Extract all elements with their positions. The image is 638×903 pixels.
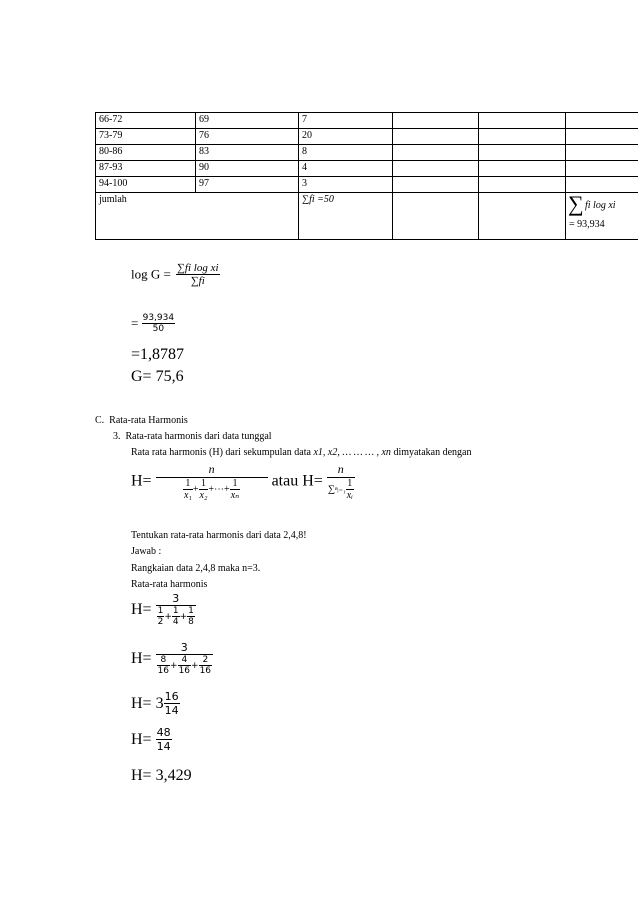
answer-line2: Rata-rata harmonis (131, 579, 208, 590)
table-cell (479, 193, 566, 240)
step2-num: 3 (156, 641, 213, 655)
table-cell (479, 113, 566, 129)
intro-start: Rata rata harmonis (H) dari sekumpulan data (131, 447, 314, 458)
table-cell (393, 193, 479, 240)
table-cell: 73-79 (96, 129, 196, 145)
step3-den: 14 (164, 704, 179, 717)
formula1-num: n (156, 462, 268, 478)
step4-den: 14 (156, 740, 171, 753)
table-cell: 80-86 (96, 145, 196, 161)
formula2-den: ∑ⁿᵢ₌₁ $\frac{1}{\text{xᵢ}}$ (327, 478, 353, 501)
table-cell: 20 (299, 129, 393, 145)
section-intro (131, 446, 471, 459)
table-cell (393, 129, 479, 145)
log-calc-fraction-line (131, 313, 175, 334)
sum-flog-value: = 93,934 (569, 219, 605, 230)
step3-fraction (164, 690, 180, 717)
question-text: Tentukan rata-rata harmonis dari data 2,4,8! (131, 530, 307, 541)
step2-h: H= (131, 649, 152, 667)
intro-end: dimyatakan dengan (390, 447, 472, 458)
table-cell (479, 129, 566, 145)
formula-lhs: H= (131, 472, 152, 490)
log-formula (131, 262, 220, 287)
table-cell: 69 (196, 113, 299, 129)
step4-num: 48 (156, 726, 171, 739)
log-calc-line2: =1,8787 (131, 346, 185, 363)
table-cell: 97 (196, 177, 299, 193)
table-total-row (96, 193, 638, 240)
log-formula-fraction (176, 262, 219, 287)
formula2-num: n (327, 462, 355, 478)
table-cell: 83 (196, 145, 299, 161)
step-1 (131, 592, 196, 627)
step2-fraction (156, 641, 213, 676)
sum-flog-label: fi log xi (585, 200, 616, 211)
formula-or: atau H= (271, 472, 323, 490)
table-cell (566, 145, 638, 161)
intro-vars: x1, x2, … … … , xn (313, 447, 391, 458)
table-cell: 90 (196, 161, 299, 177)
sum-f: ∑fi =50 (302, 194, 334, 205)
log-formula-denominator: ∑fi (190, 275, 205, 287)
table-cell: 7 (299, 113, 393, 129)
answer-label: Jawab : (131, 546, 162, 557)
formula2-fraction (327, 462, 355, 501)
formula1-den: $\frac{1}{\text{x₁}}$ + $\frac{1}{\text{x₂}}$ +⋯+ $\frac{1}{\text{xₙ}}$ (183, 478, 240, 501)
table-row (96, 129, 638, 145)
final-result: H= 3,429 (131, 767, 192, 784)
formula1-fraction (156, 462, 268, 501)
table-row (96, 145, 638, 161)
table-cell (566, 177, 638, 193)
log-formula-lhs: log G = (131, 266, 171, 282)
step-2 (131, 641, 213, 676)
step4-h: H= (131, 730, 152, 748)
table-cell (479, 177, 566, 193)
table-cell (393, 161, 479, 177)
frequency-table (95, 112, 638, 240)
log-calc-num: 93,934 (142, 313, 175, 323)
section-item: 3. Rata-rata harmonis dari data tunggal (113, 431, 272, 442)
step2-den: $\frac{8}{16}$ + $\frac{4}{16}$ + $\frac{2}{16}$ (157, 655, 212, 676)
table-cell (479, 145, 566, 161)
table-cell (393, 177, 479, 193)
log-calc-line3: G= 75,6 (131, 368, 184, 385)
table-row (96, 113, 638, 129)
section-heading: C. Rata-rata Harmonis (95, 415, 188, 426)
total-label: jumlah (96, 193, 299, 240)
step1-den: $\frac{1}{2}$ + $\frac{1}{4}$ + $\frac{1}{8}$ (157, 606, 194, 627)
log-calc-fraction (142, 313, 176, 334)
table-cell (566, 129, 638, 145)
table-cell: 4 (299, 161, 393, 177)
step3-prefix: H= 3 (131, 694, 164, 712)
step-4 (131, 726, 172, 753)
table-cell: 94-100 (96, 177, 196, 193)
log-calc-den: 50 (152, 324, 165, 334)
table-row (96, 177, 638, 193)
answer-line1: Rangkaian data 2,4,8 maka n=3. (131, 563, 261, 574)
harmonic-formula (131, 462, 355, 501)
step1-h: H= (131, 600, 152, 618)
table-cell (479, 161, 566, 177)
sum-f-cell (299, 193, 393, 240)
step1-fraction (156, 592, 196, 627)
step4-fraction (156, 726, 172, 753)
step-3 (131, 690, 180, 717)
table-cell (393, 145, 479, 161)
sigma-symbol: ∑ (568, 192, 584, 216)
sum-flog-cell (566, 193, 638, 240)
table-cell: 8 (299, 145, 393, 161)
step1-num: 3 (156, 592, 196, 606)
table-cell: 3 (299, 177, 393, 193)
table-cell: 66-72 (96, 113, 196, 129)
table-cell (566, 113, 638, 129)
table-row (96, 161, 638, 177)
table-cell: 76 (196, 129, 299, 145)
table-cell (393, 113, 479, 129)
log-calc-eq: = (131, 315, 139, 331)
table-cell: 87-93 (96, 161, 196, 177)
step3-num: 16 (164, 690, 179, 703)
log-formula-numerator: ∑fi log xi (177, 262, 219, 274)
table-cell (566, 161, 638, 177)
